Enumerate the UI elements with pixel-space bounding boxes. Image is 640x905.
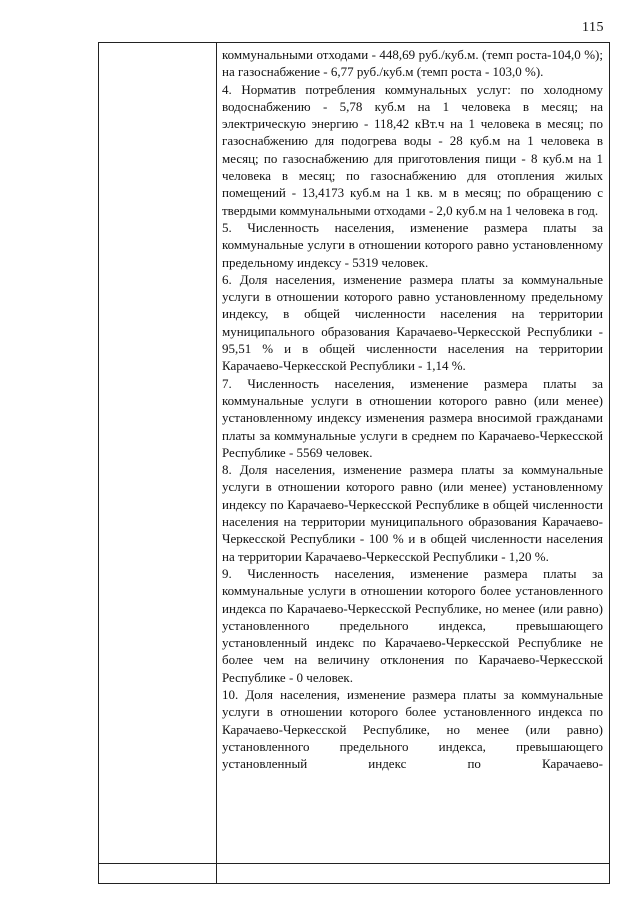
paragraph-item-7: 7. Численность населения, изменение размера платы за коммунальные услуги в отношении которого равно (или менее) установленному индексу изменения размера вносимой гражданами платы за коммунальные услуги в среднем по Карачаево-Черкесской Республике - 5569 человек.	[222, 375, 603, 460]
paragraph-item-5: 5. Численность населения, изменение размера платы за коммунальные услуги в отношении которого равно установленному предельному индексу - 5319 человек.	[222, 219, 603, 270]
paragraph-item-9: 9. Численность населения, изменение размера платы за коммунальные услуги в отношении которого более установленного индекса по Карачаево-Черкесской Республике, но менее (или равно) установленного предельного индекса, превышающего установленный индекс по Карачаево-Черкесской Республике не более чем на величину отклонения по Карачаево-Черкесской Республике - 0 человек.	[222, 565, 603, 685]
column-divider	[216, 43, 217, 883]
document-table	[98, 42, 610, 884]
text-cell	[222, 46, 603, 772]
paragraph-item-4: 4. Норматив потребления коммунальных услуг: по холодному водоснабжению - 5,78 куб.м на 1 человека в месяц; на электрическую энергию - 118,42 кВт.ч на 1 человека в месяц; по газоснабжению для подогрева воды - 28 куб.м на 1 человека в месяц; по газоснабжению для приготовления пищи - 8 куб.м на 1 человека в месяц; по газоснабжению для отопления жилых помещений - 13,4173 куб.м на 1 кв. м в месяц; по обращению с твердыми коммунальными отходами - 2,0 куб.м на 1 человека в год.	[222, 81, 603, 218]
row-divider	[99, 863, 609, 864]
paragraph-item-6: 6. Доля населения, изменение размера платы за коммунальные услуги в отношении которого равно установленному предельному индексу, в общей численности населения на территории муниципального образования Карачаево-Черкесской Республики - 95,51 % и в общей численности населения на территории Карачаево-Черкесской Республики - 1,14 %.	[222, 271, 603, 374]
paragraph-item-10: 10. Доля населения, изменение размера платы за коммунальные услуги в отношении которого более установленного индекса по Карачаево-Черкесской Республике, но менее (или равно) установленного предельного индекса, превышающего установленный индекс по Карачаево-	[222, 686, 603, 772]
page-number: 115	[582, 20, 604, 35]
paragraph-continuation: коммунальными отходами - 448,69 руб./куб.м. (темп роста-104,0 %); на газоснабжение - 6,77 руб./куб.м (темп роста - 103,0 %).	[222, 47, 603, 80]
paragraph-item-8: 8. Доля населения, изменение размера платы за коммунальные услуги в отношении которого равно (или менее) установленному индексу по Карачаево-Черкесской Республике в общей численности населения на территории муниципального образования Карачаево-Черкесской Республики - 100 % и в общей численности населения на территории Карачаево-Черкесской Республики - 1,20 %.	[222, 462, 603, 564]
